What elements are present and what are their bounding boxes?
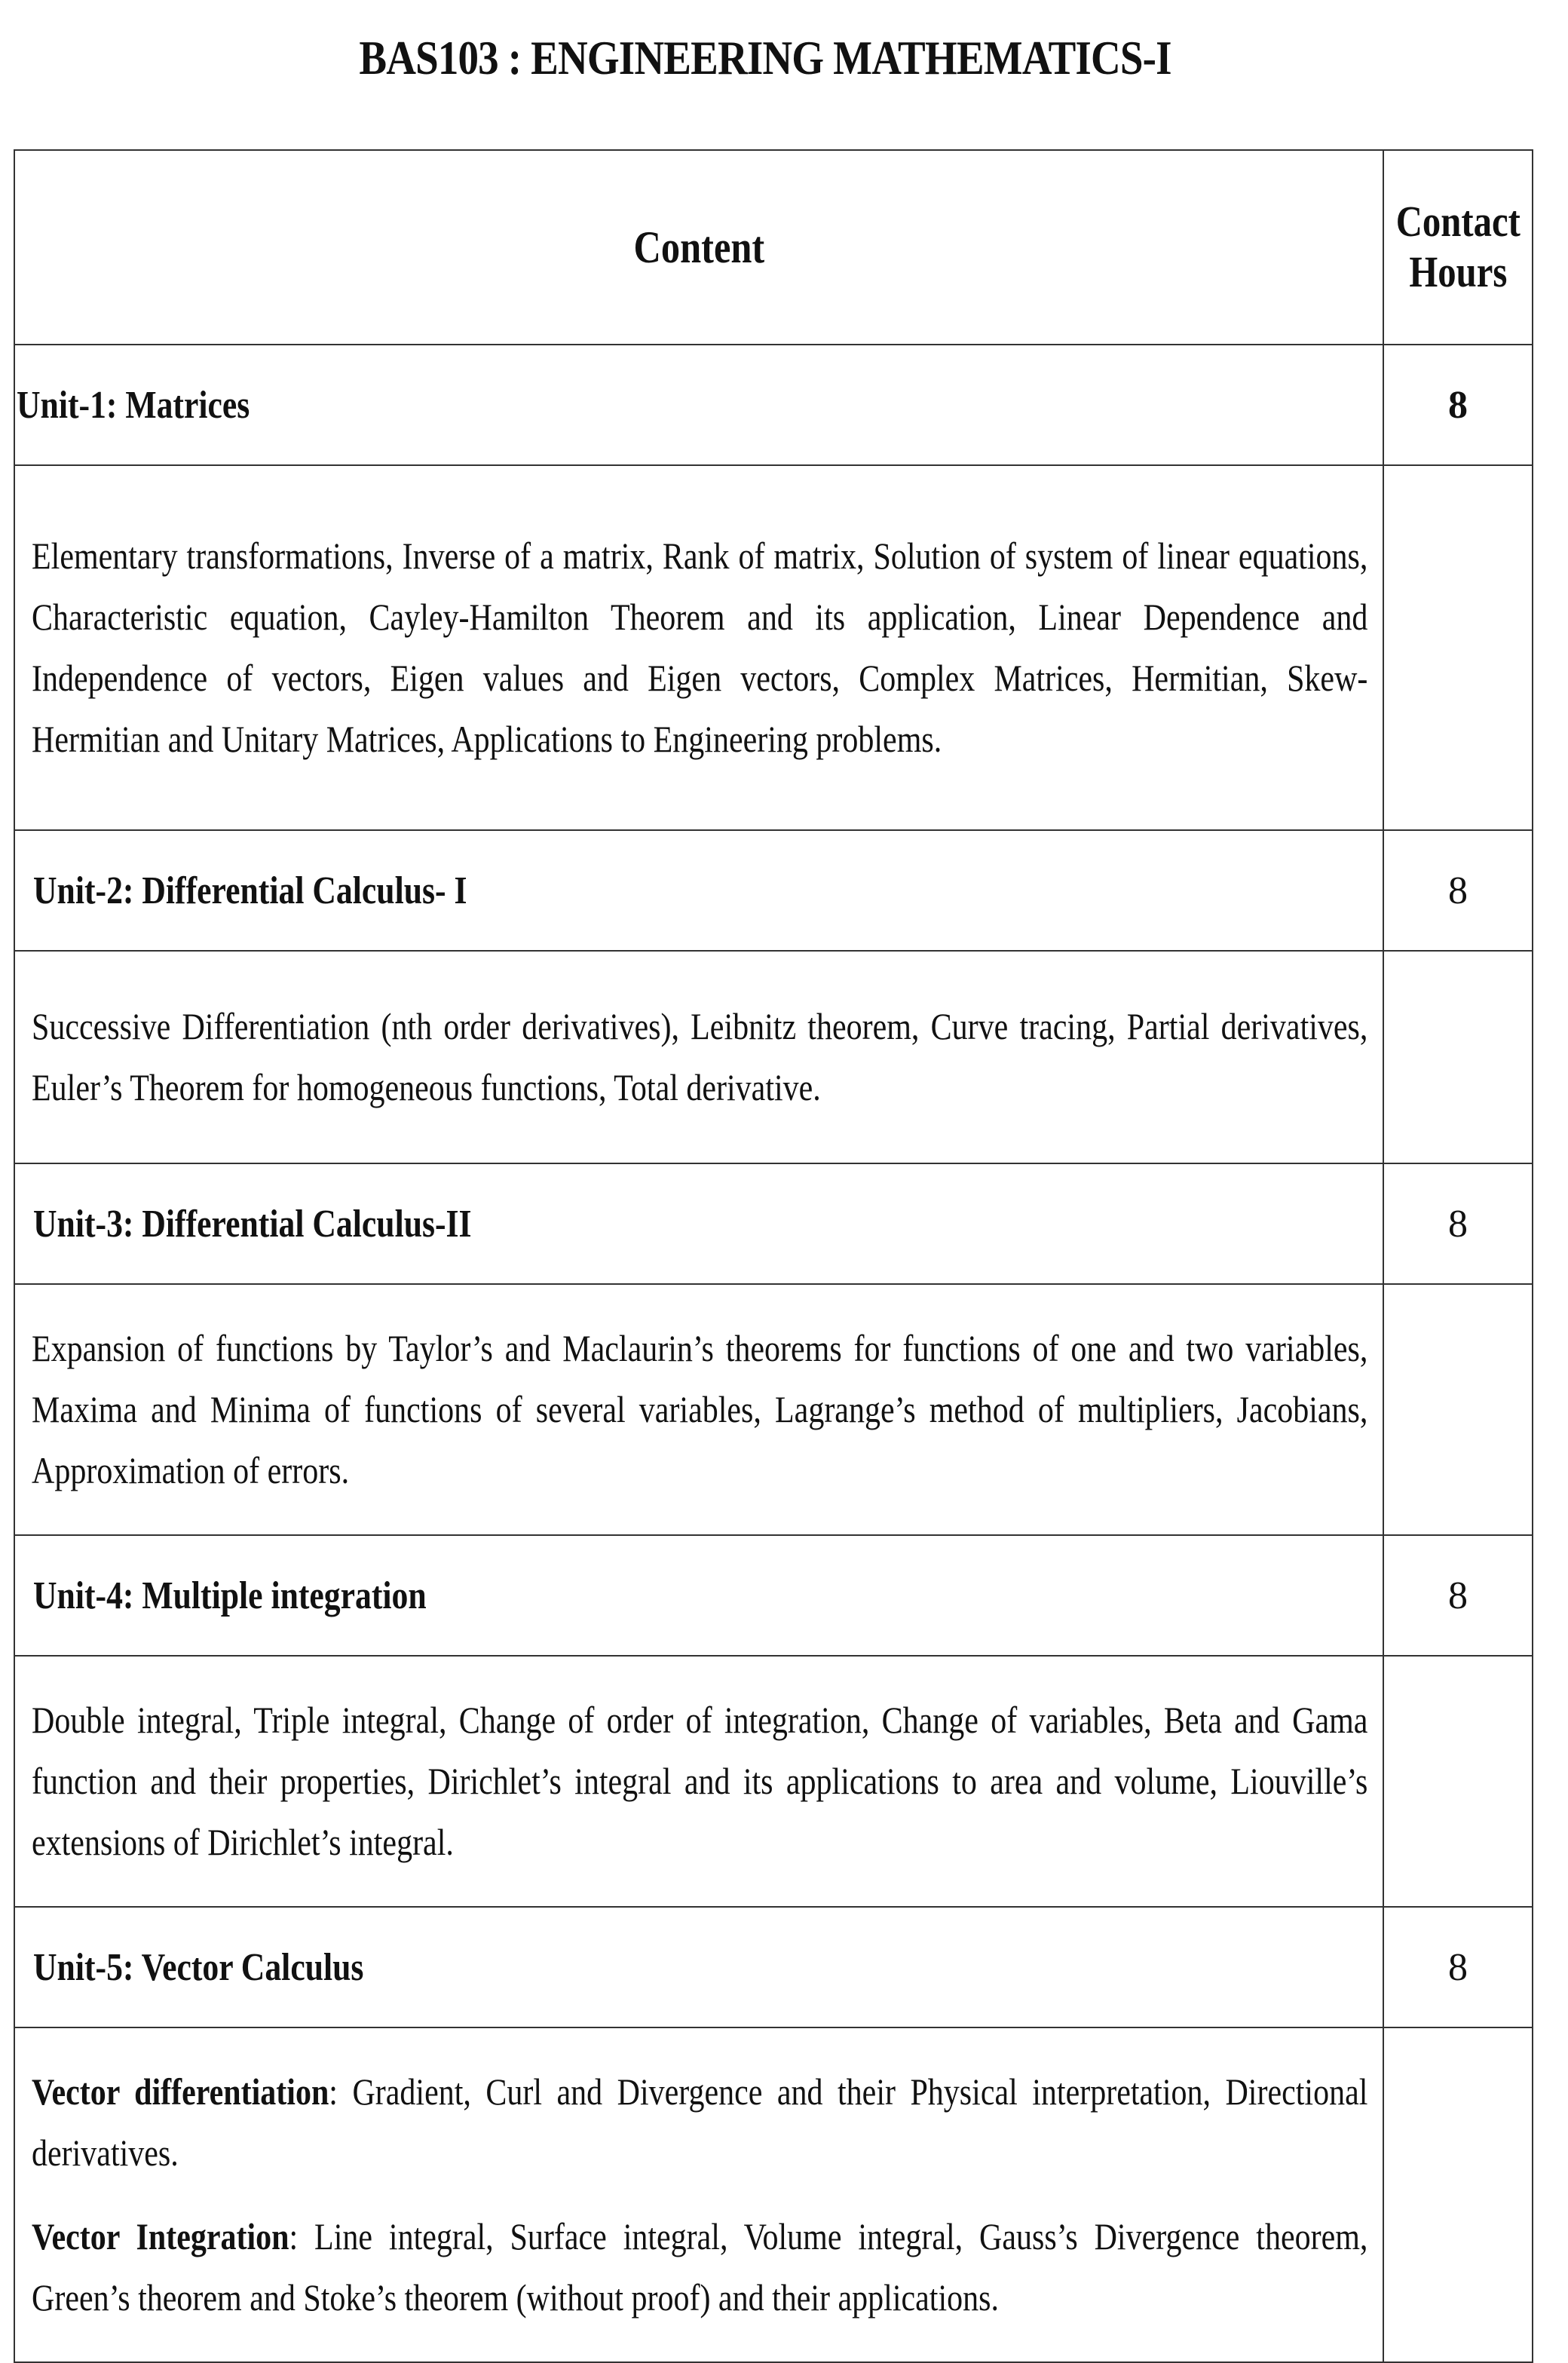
unit-5-row [14,1907,1533,2027]
unit-3-hours-blank [1383,1284,1533,1535]
unit-3-hours: 8 [1383,1163,1533,1284]
vector-differentiation-paragraph [32,2061,1367,2184]
contact-hours-header-line1: Contact [1395,197,1521,247]
unit-5-description-row [14,2027,1533,2362]
unit-2-description-row [14,951,1533,1163]
unit-1-row [14,345,1533,465]
unit-3-description: Expansion of functions by Taylor’s and Maclaurin’s theorems for functions of one and two variables, Maxima and Minima of functions of several variables, Lagrange’s method of multipliers, Jacobians, Approximation of errors. [14,1284,1383,1535]
unit-1-hours-blank [1383,465,1533,830]
unit-1-description-row [14,465,1533,830]
contact-hours-column-header [1383,150,1533,345]
unit-2-title: Unit-2: Differential Calculus- I [14,830,1383,951]
unit-1-hours: 8 [1383,345,1533,465]
unit-3-row [14,1163,1533,1284]
vector-differentiation-label: Vector differentiation [32,2070,329,2113]
unit-4-description: Double integral, Triple integral, Change of order of integration, Change of variables, Beta and Gama function and their properties, Dirichlet’s integral and its applications to area and volume, Liouville’s extensions of Dirichlet’s integral. [14,1656,1383,1907]
vector-integration-label: Vector Integration [32,2215,289,2257]
vector-integration-text: : Line integral, Surface integral, Volume integral, Gauss’s Divergence theorem, Green’s theorem and Stoke’s theorem (without proof) and their applications. [32,2215,1368,2319]
unit-1-title: Unit-1: Matrices [14,345,1383,465]
unit-5-hours: 8 [1383,1907,1533,2027]
unit-2-description: Successive Differentiation (nth order derivatives), Leibnitz theorem, Curve tracing, Partial derivatives, Euler’s Theorem for homogeneous functions, Total derivative. [14,951,1383,1163]
unit-5-description [14,2027,1383,2362]
unit-1-description: Elementary transformations, Inverse of a matrix, Rank of matrix, Solution of system of linear equations, Characteristic equation, Cayley-Hamilton Theorem and its application, Linear Dependence and Independence of vectors, Eigen values and Eigen vectors, Complex Matrices, Hermitian, Skew-Hermitian and Unitary Matrices, Applications to Engineering problems. [14,465,1383,830]
unit-4-hours-blank [1383,1656,1533,1907]
page-title: BAS103 : ENGINEERING MATHEMATICS-I [359,31,1171,84]
unit-3-title: Unit-3: Differential Calculus-II [14,1163,1383,1284]
table-header-row [14,150,1533,345]
unit-5-hours-blank [1383,2027,1533,2362]
contact-hours-header-line2: Hours [1409,247,1507,296]
unit-2-row [14,830,1533,951]
syllabus-table [14,149,1533,2363]
unit-2-hours: 8 [1383,830,1533,951]
unit-4-description-row [14,1656,1533,1907]
unit-4-hours: 8 [1383,1535,1533,1656]
vector-integration-paragraph [32,2206,1367,2328]
unit-4-row [14,1535,1533,1656]
unit-3-description-row [14,1284,1533,1535]
unit-5-title: Unit-5: Vector Calculus [14,1907,1383,2027]
unit-4-title: Unit-4: Multiple integration [14,1535,1383,1656]
content-column-header: Content [14,150,1383,345]
unit-2-hours-blank [1383,951,1533,1163]
vector-differentiation-text: : Gradient, Curl and Divergence and their Physical interpretation, Directional derivatives. [32,2070,1368,2174]
